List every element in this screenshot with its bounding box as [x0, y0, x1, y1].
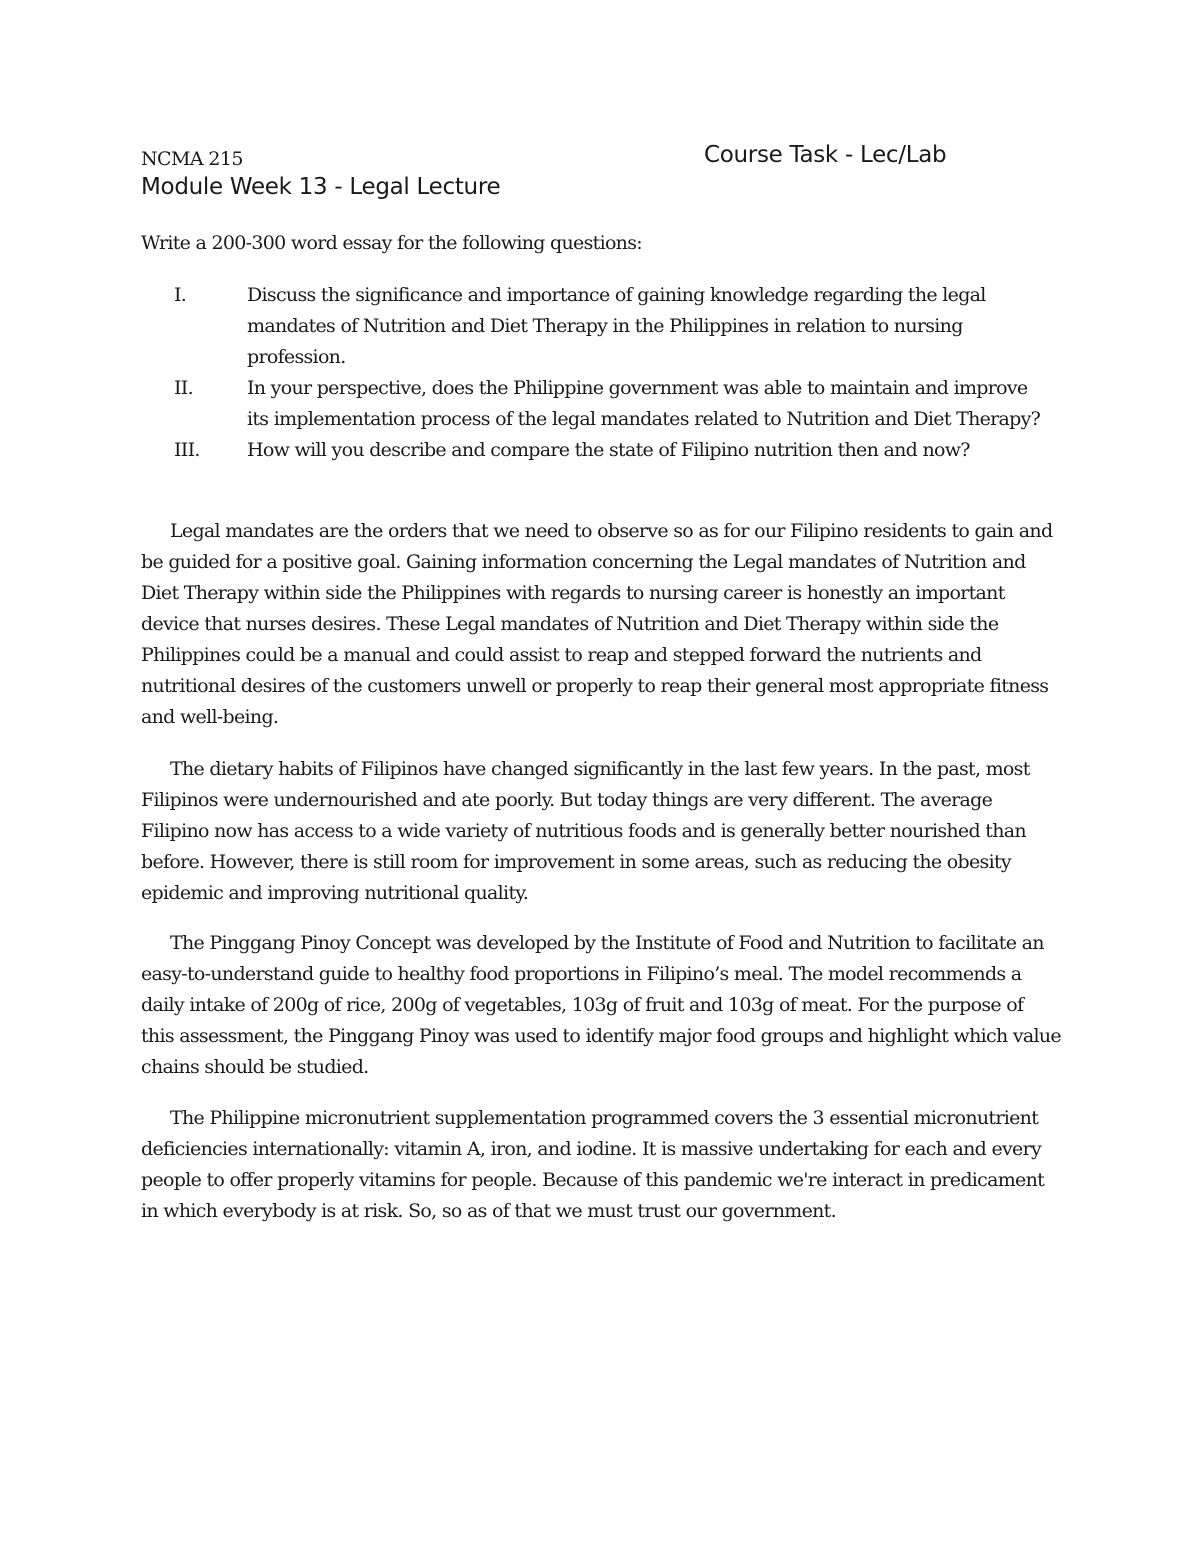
question-item — [141, 373, 1041, 435]
question-number: I. — [174, 284, 187, 306]
essay-paragraph-legal-mandates: Legal mandates are the orders that we need to observe so as for our Filipino residents to gain and be guided for a positive goal. Gaining information concerning the Legal mandates of Nutrition and Diet Therapy within side the Philippines with regards to nursing career is honestly an important device that nurses desires. These Legal mandates of Nutrition and Diet Therapy within side the Philippines could be a manual and could assist to reap and stepped forward the nutrients and nutritional desires of the customers unwell or properly to reap their general most appropriate fitness and well-being. — [141, 520, 1053, 728]
question-number: II. — [174, 377, 193, 399]
question-item — [141, 280, 1041, 373]
question-text: Discuss the significance and importance of gaining knowledge regarding the legal mandates of Nutrition and Diet Therapy in the Philippines in relation to nursing profession. — [247, 284, 986, 368]
question-item — [141, 435, 1041, 466]
question-text: How will you describe and compare the state of Filipino nutrition then and now? — [247, 439, 970, 461]
course-code: NCMA 215 — [141, 148, 243, 170]
essay-paragraph-dietary-habits: The dietary habits of Filipinos have changed significantly in the last few years. In the past, most Filipinos were undernourished and ate poorly. But today things are very different. The average Filipino now has access to a wide variety of nutritious foods and is generally better nourished than before. However, there is still room for improvement in some areas, such as reducing the obesity epidemic and improving nutritional quality. — [141, 758, 1030, 904]
module-title: Module Week 13 - Legal Lecture — [141, 174, 501, 200]
question-number: III. — [174, 439, 200, 461]
question-text: In your perspective, does the Philippine government was able to maintain and improve its implementation process of the legal mandates related to Nutrition and Diet Therapy? — [247, 377, 1041, 430]
course-task-title: Course Task - Lec/Lab — [704, 142, 947, 168]
essay-paragraph-pinggang-pinoy: The Pinggang Pinoy Concept was developed by the Institute of Food and Nutrition to facilitate an easy-to-understand guide to healthy food proportions in Filipino’s meal. The model recommends a daily intake of 200g of rice, 200g of vegetables, 103g of fruit and 103g of meat. For the purpose of this assessment, the Pinggang Pinoy was used to identify major food groups and highlight which value chains should be studied. — [141, 932, 1061, 1078]
question-list — [141, 280, 1041, 466]
instruction-text: Write a 200-300 word essay for the following questions: — [141, 232, 642, 254]
essay-paragraph-micronutrient: The Philippine micronutrient supplementation programmed covers the 3 essential micronutrient deficiencies internationally: vitamin A, iron, and iodine. It is massive undertaking for each and every people to offer properly vitamins for people. Because of this pandemic we're interact in predicament in which everybody is at risk. So, so as of that we must trust our government. — [141, 1107, 1045, 1222]
document-header — [141, 142, 1001, 176]
